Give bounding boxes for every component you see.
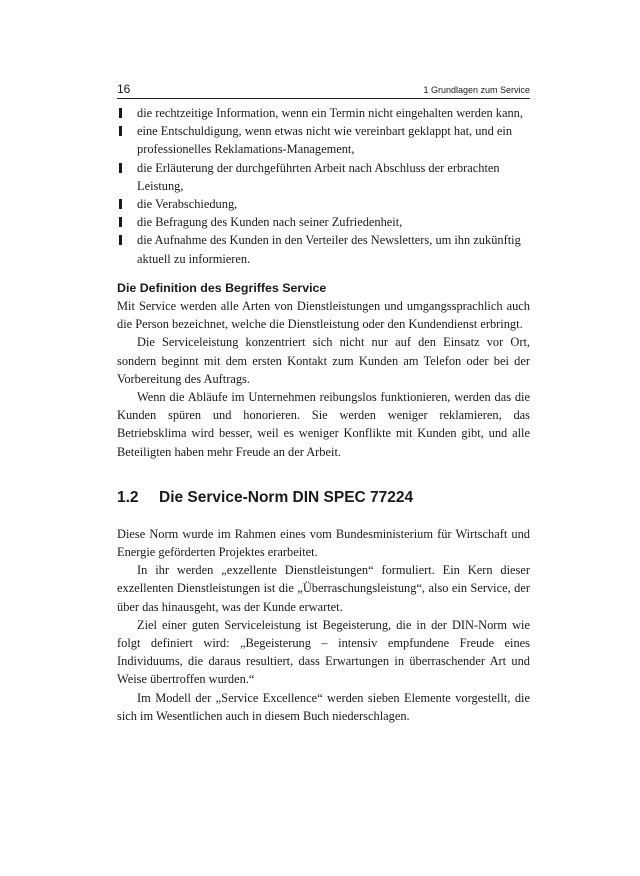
bullet-marker <box>119 199 122 209</box>
definition-paragraph-1: Mit Service werden alle Arten von Dienstleistungen und umgangssprachlich auch die Person bezeichnet, welche die Dienstleistung oder den Kundendienst erbringt. <box>117 299 530 332</box>
bullet-marker <box>119 163 122 173</box>
section-number: 1.2 <box>117 488 139 506</box>
list-item <box>117 231 530 267</box>
list-item-text: die rechtzeitige Information, wenn ein Termin nicht eingehalten werden kann, <box>137 106 523 120</box>
list-item-text: die Befragung des Kunden nach seiner Zufriedenheit, <box>137 215 403 230</box>
bullet-marker <box>119 217 122 227</box>
section-title: Die Service-Norm DIN SPEC 77224 <box>159 488 414 506</box>
bullet-marker <box>119 235 122 245</box>
section-paragraph-3: Ziel einer guten Serviceleistung ist Begeisterung, die in der DIN-Norm wie folgt definiert wird: „Begeisterung – intensiv empfundene Freude eines Individuums, die daraus resultiert, dass Erwartungen in überraschender Art und Weise übertroffen wurden.“ <box>117 617 530 687</box>
definition-paragraph-2: Die Serviceleistung konzentriert sich nicht nur auf den Einsatz vor Ort, sondern beginnt mit dem ersten Kontakt zum Kunden am Telefon oder bei der Vorbereitung des Auftrags. <box>117 335 530 386</box>
bullet-marker <box>119 108 122 118</box>
list-item <box>117 213 530 231</box>
section-paragraph-1: Diese Norm wurde im Rahmen eines vom Bundesministerium für Wirtschaft und Energie geförderten Projektes erarbeitet. <box>117 526 530 560</box>
definition-paragraph-3: Wenn die Abläufe im Unternehmen reibungslos funktionieren, werden das die Kunden spüren und honorieren. Sie werden weniger reklamieren, das Betriebsklima wird besser, weil es weniger Konflikte mit Kunden gibt, und alle Beteiligten haben mehr Freude an der Arbeit. <box>117 390 530 459</box>
page-content <box>117 104 530 725</box>
bullet-list <box>117 104 530 268</box>
list-item <box>117 122 530 158</box>
list-item-text: die Aufnahme des Kunden in den Verteiler des Newsletters, um ihn zukünftig aktuell zu informieren. <box>137 233 521 266</box>
page-number: 16 <box>117 82 131 96</box>
page-header <box>117 82 530 99</box>
running-title: 1 Grundlagen zum Service <box>423 85 530 95</box>
list-item <box>117 195 530 213</box>
list-item <box>117 104 530 122</box>
list-item-text: die Erläuterung der durchgeführten Arbeit nach Abschluss der erbrachten Leistung, <box>137 160 500 193</box>
bullet-marker <box>119 126 122 136</box>
definition-heading: Die Definition des Begriffes Service <box>117 280 327 295</box>
section-paragraph-2: In ihr werden „exzellente Dienstleistungen“ formuliert. Ein Kern dieser exzellenten Dienstleistungen ist die „Überraschungsleistung“, also ein Service, der über das hinausgeht, was der Kunde erwartet. <box>117 563 530 614</box>
list-item-text: eine Entschuldigung, wenn etwas nicht wie vereinbart geklappt hat, und ein professionelles Reklamations-Management, <box>137 124 513 157</box>
section-paragraph-4: Im Modell der „Service Excellence“ werden sieben Elemente vorgestellt, die sich im Wesentlichen auch in diesem Buch niederschlagen. <box>117 690 530 723</box>
section-heading <box>117 488 530 508</box>
list-item <box>117 159 530 195</box>
list-item-text: die Verabschiedung, <box>137 197 238 212</box>
